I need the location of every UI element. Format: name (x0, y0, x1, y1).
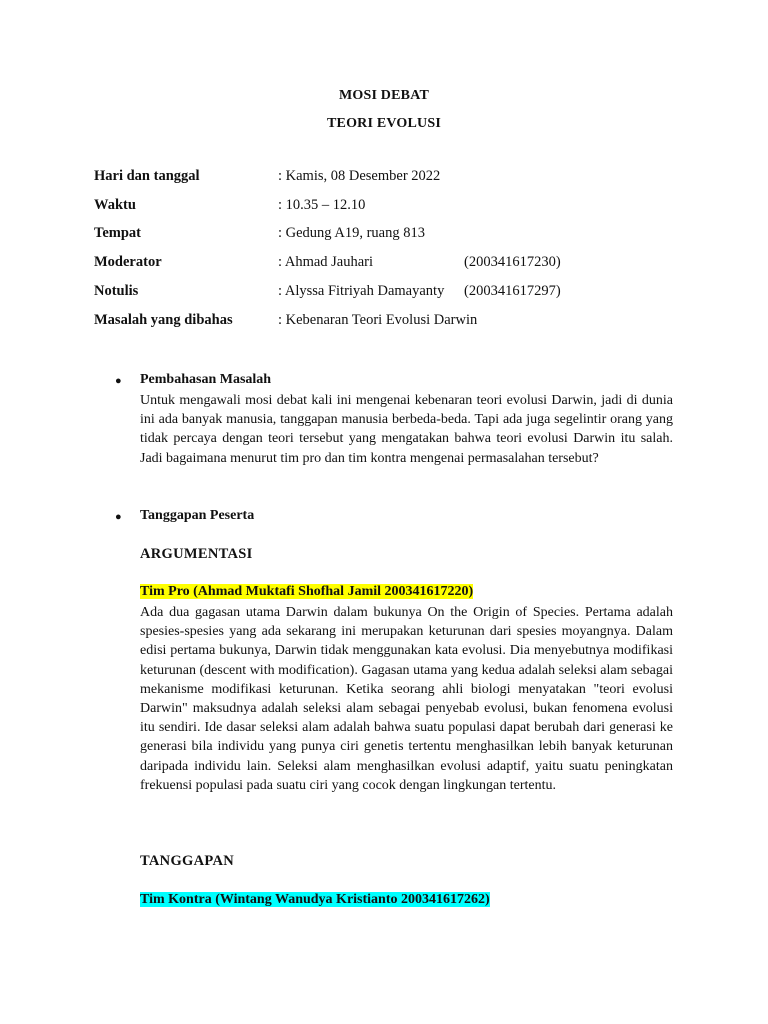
tim-pro-highlight: Tim Pro (Ahmad Muktafi Shofhal Jamil 200341617220) (140, 584, 474, 599)
info-label: Moderator (94, 254, 162, 270)
tanggapan-title: TANGGAPAN (140, 853, 234, 869)
paragraph-tim-pro: Ada dua gagasan utama Darwin dalam bukunya On the Origin of Species. Pertama adalah spesies-spesies yang ada sekarang ini merupakan keturunan dari spesies moyangnya. Dalam edisi pertama bukunya, Darwin tidak menggunakan kata evolusi. Dia menyebutnya modifikasi keturunan (descent with modification). Gagasan utama yang kedua adalah seleksi alam sebagai mekanisme modifikasi keturunan. Ketika seorang ahli biologi menyatakan "teori evolusi Darwin" maksudnya adalah seleksi alam sebagai penyebab evolusi, bukan fenomena evolusi itu sendiri. Ide dasar seleksi alam adalah bahwa suatu populasi dapat berubah dari generasi ke generasi bila individu yang punya ciri genetis tertentu menghasilkan lebih banyak keturunan daripada individu lain. Seleksi alam menghasilkan evolusi adaptif, yaitu suatu peningkatan frekuensi populasi pada suatu ciri yang cocok dengan lingkungan tertentu. (140, 605, 673, 793)
document-subtitle: TEORI EVOLUSI (327, 116, 441, 131)
student-id: (200341617297) (464, 283, 561, 299)
document-title: MOSI DEBAT (338, 88, 430, 103)
tim-kontra-highlight: Tim Kontra (Wintang Wanudya Kristianto 200341617262) (140, 892, 490, 907)
section-heading-pembahasan: Pembahasan Masalah (140, 372, 272, 387)
section-heading-tanggapan-peserta: Tanggapan Peserta (140, 508, 255, 523)
info-label: Hari dan tanggal (94, 168, 200, 184)
info-value: : Ahmad Jauhari (278, 254, 374, 270)
info-value: : Gedung A19, ruang 813 (278, 225, 425, 241)
info-value: : Alyssa Fitriyah Damayanty (278, 283, 445, 299)
student-id: (200341617230) (464, 254, 561, 270)
tim-kontra-label (140, 892, 490, 908)
argumentasi-title: ARGUMENTASI (140, 546, 253, 562)
paragraph-pembahasan: Untuk mengawali mosi debat kali ini mengenai kebenaran teori evolusi Darwin, jadi di dunia ini ada banyak manusia, tanggapan manusia berbeda-beda. Tapi ada juga segelintir orang yang tidak percaya dengan teori tersebut yang mengatakan bahwa teori evolusi Darwin itu salah. Jadi bagaimana menurut tim pro dan tim kontra mengenai permasalahan tersebut? (140, 393, 673, 466)
info-label: Waktu (94, 197, 136, 213)
bullet-icon: ● (115, 511, 122, 523)
bullet-icon: ● (115, 375, 122, 387)
info-value: : 10.35 – 12.10 (278, 197, 366, 213)
tim-pro-label (140, 584, 473, 600)
info-value: : Kamis, 08 Desember 2022 (278, 168, 441, 184)
info-label: Tempat (94, 225, 141, 241)
info-value: : Kebenaran Teori Evolusi Darwin (278, 312, 478, 328)
info-label: Notulis (94, 283, 139, 299)
info-label: Masalah yang dibahas (94, 312, 233, 328)
